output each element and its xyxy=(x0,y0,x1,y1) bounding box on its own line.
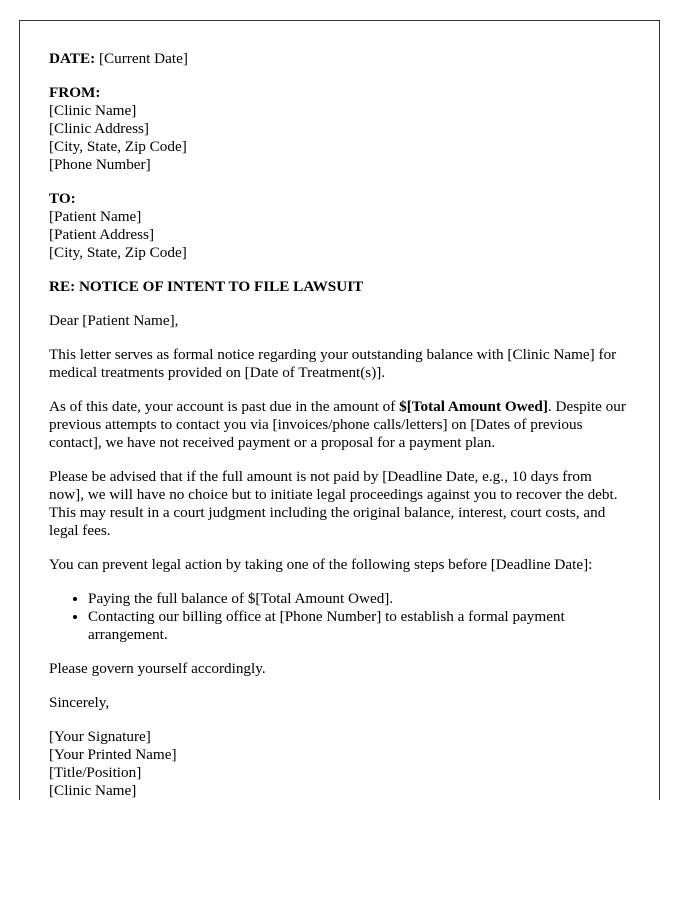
from-clinic-address: [Clinic Address] xyxy=(49,120,149,137)
past-due-text-after: . Despite our previous attempts to contact you via [invoices/phone calls/letters] on [Dates of previous contact], we have not received payment or a proposal for a payment plan. xyxy=(49,398,626,451)
to-patient-name: [Patient Name] xyxy=(49,208,142,225)
subject-line: RE: NOTICE OF INTENT TO FILE LAWSUIT xyxy=(49,278,364,295)
to-city-state-zip: [City, State, Zip Code] xyxy=(49,244,187,261)
list-item: • Contacting our billing office at [Phone Number] to establish a formal payment arrangement. xyxy=(88,608,630,644)
date-line xyxy=(49,50,630,68)
salutation: Dear [Patient Name], xyxy=(49,312,179,329)
list-item: • Paying the full balance of $[Total Amount Owed]. xyxy=(88,590,630,608)
amount-owed: $[Total Amount Owed] xyxy=(399,398,548,415)
letter-page xyxy=(19,20,660,800)
to-label: TO: xyxy=(49,190,76,207)
clinic-name-line: [Clinic Name] xyxy=(49,782,137,799)
from-city-state-zip: [City, State, Zip Code] xyxy=(49,138,187,155)
paragraph-legal-warning: Please be advised that if the full amount is not paid by [Deadline Date, e.g., 10 days from now], we will have no choice but to initiate legal proceedings against you to recover the debt. This may result in a court judgment including the original balance, interest, court costs, and legal fees. xyxy=(49,468,618,539)
from-clinic-name: [Clinic Name] xyxy=(49,102,137,119)
to-block xyxy=(49,190,630,262)
paragraph-past-due xyxy=(49,398,630,452)
title-position-line: [Title/Position] xyxy=(49,764,142,781)
from-label: FROM: xyxy=(49,84,101,101)
steps-list xyxy=(49,590,630,644)
date-value: [Current Date] xyxy=(98,50,188,67)
printed-name-line: [Your Printed Name] xyxy=(49,746,177,763)
signature-line: [Your Signature] xyxy=(49,728,151,745)
date-label: DATE: xyxy=(49,50,96,67)
paragraph-prevent-action: You can prevent legal action by taking one of the following steps before [Deadline Date]: xyxy=(49,556,593,573)
to-patient-address: [Patient Address] xyxy=(49,226,155,243)
paragraph-notice: This letter serves as formal notice regarding your outstanding balance with [Clinic Name] for medical treatments provided on [Date of Treatment(s)]. xyxy=(49,346,617,381)
paragraph-govern: Please govern yourself accordingly. xyxy=(49,660,266,677)
from-block xyxy=(49,84,630,174)
from-phone-number: [Phone Number] xyxy=(49,156,151,173)
past-due-text-before: As of this date, your account is past due in the amount of xyxy=(49,398,400,415)
closing: Sincerely, xyxy=(49,694,110,711)
signature-block xyxy=(49,728,630,800)
